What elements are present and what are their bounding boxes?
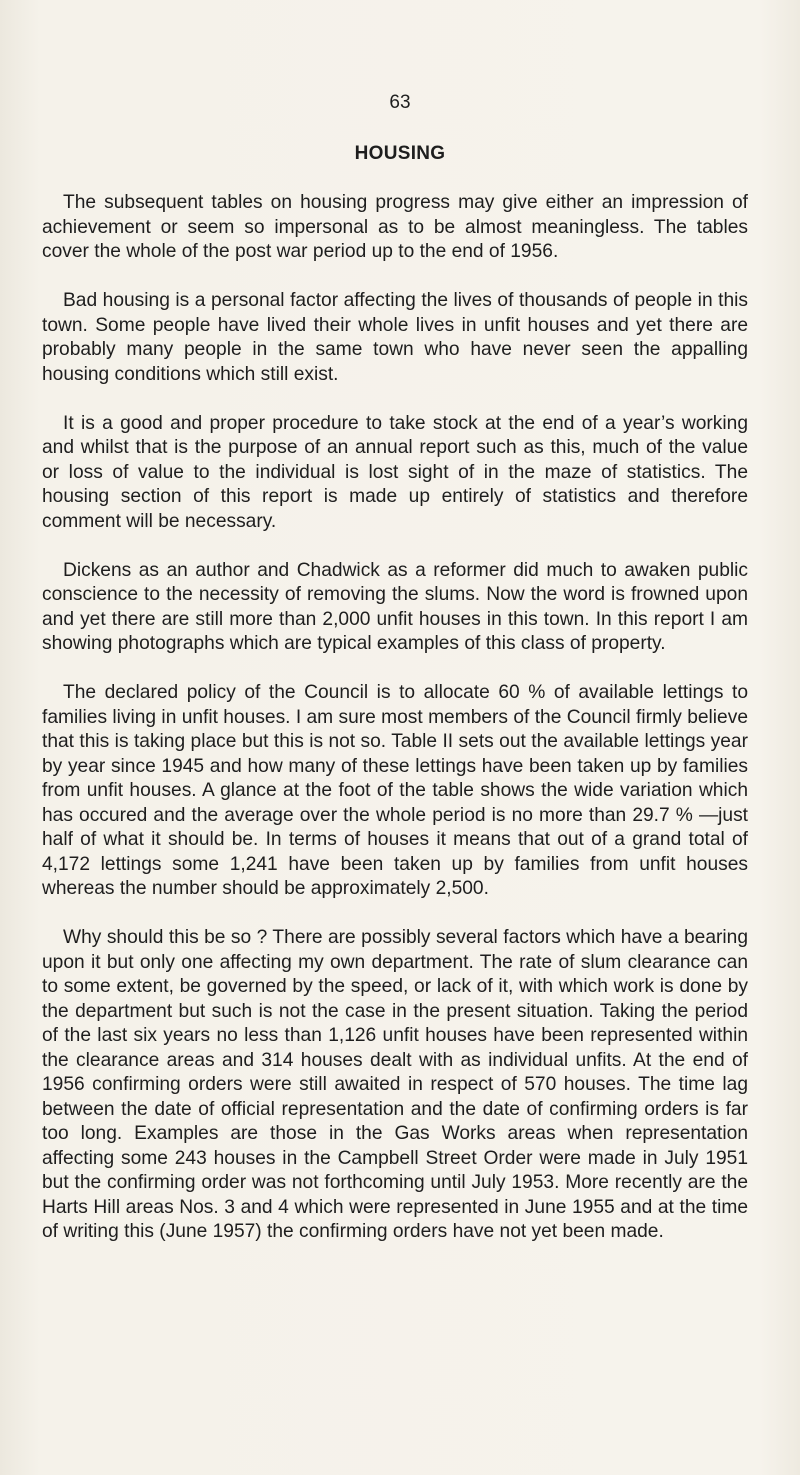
section-heading: HOUSING [354,143,446,164]
paragraph-take-stock: It is a good and proper procedure to take stock at the end of a year’s working and whilst that is the purpose of an annual report such as this, much of the value or loss of value to the individual is lost sight of in the maze of statistics. The housing section of this report is made up entirely of statistics and therefore comment will be necessary. [42,412,748,532]
paragraph-bad-housing: Bad housing is a personal factor affecting the lives of thousands of people in this town. Some people have lived their whole lives in unfit houses and yet there are probably many people in the same town who have never seen the appalling housing conditions which still exist. [42,290,748,385]
page-number: 63 [389,92,411,113]
paragraph-why: Why should this be so ? There are possibly several factors which have a bearing upon it but only one affecting my own department. The rate of slum clearance can to some extent, be governed by the speed, or lack of it, with which work is done by the department but such is not the case in the present situation. Taking the period of the last six years no less than 1,126 unfit houses have been represented within the clearance areas and 314 houses dealt with as individual unfits. At the end of 1956 confirming orders were still awaited in respect of 570 houses. The time lag between the date of official representation and the date of confirming orders is far too long. Examples are those in the Gas Works areas when representation affecting some 243 houses in the Campbell Street Order were made in July 1951 but the confirming order was not forthcoming until July 1953. More recently are the Harts Hill areas Nos. 3 and 4 which were represented in June 1955 and at the time of writing this (June 1957) the confirming orders have not yet been made. [42,927,748,1242]
paragraph-council-policy: The declared policy of the Council is to allocate 60 % of available lettings to families living in unfit houses. I am sure most members of the Council firmly believe that this is taking place but this is not so. Table II sets out the available lettings year by year since 1945 and how many of these lettings have been taken up by families from unfit houses. A glance at the foot of the table shows the wide variation which has occured and the average over the whole period is no more than 29.7 % —just half of what it should be. In terms of houses it means that out of a grand total of 4,172 lettings some 1,241 have been taken up by families from unfit houses whereas the number should be approximately 2,500. [42,682,748,899]
paragraph-intro: The subsequent tables on housing progress may give either an impression of achievement or seem so impersonal as to be almost meaningless. The tables cover the whole of the post war period up to the end of 1956. [42,192,748,262]
paragraph-dickens: Dickens as an author and Chadwick as a reformer did much to awaken public conscience to the necessity of removing the slums. Now the word is frowned upon and yet there are still more than 2,000 unfit houses in this town. In this report I am showing photographs which are typical examples of this class of property. [42,559,748,654]
body-text [42,191,748,1269]
